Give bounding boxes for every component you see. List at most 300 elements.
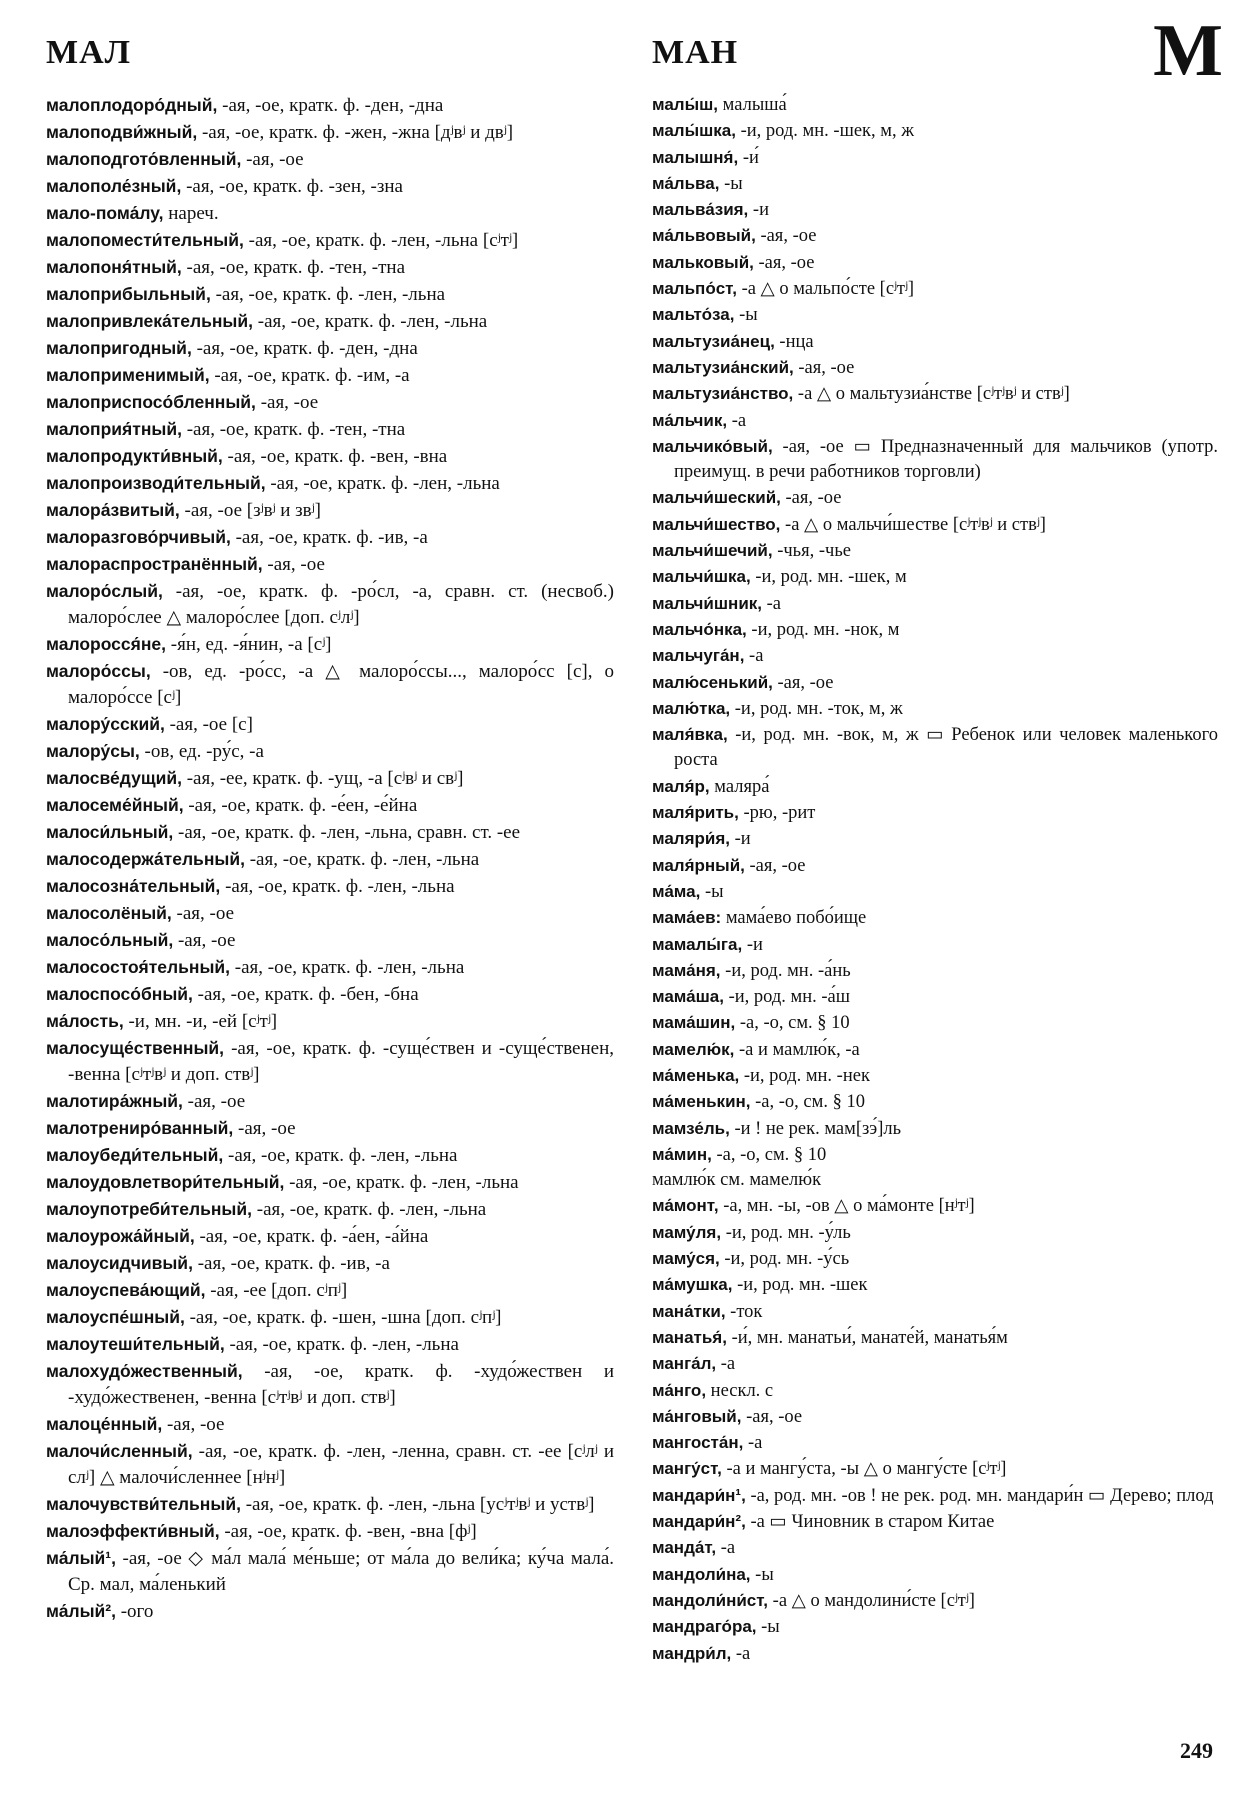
headword: малы́ш, xyxy=(652,95,719,114)
dictionary-entry xyxy=(652,1456,1218,1482)
dictionary-entry xyxy=(652,1063,1218,1089)
dictionary-entry xyxy=(46,362,614,389)
dictionary-entry xyxy=(652,1116,1218,1142)
entry-body: -ая, -ое ▭ Предназначенный для мальчиков (употр. преимущ. в речи работников торговли) xyxy=(674,436,1218,483)
dictionary-entry xyxy=(46,281,614,308)
headword: малоросся́не, xyxy=(46,634,167,654)
section-letter: М xyxy=(1153,10,1223,92)
headword: малочувстви́тельный, xyxy=(46,1494,241,1514)
headword: малоусидчивый, xyxy=(46,1253,193,1273)
dictionary-entry xyxy=(652,145,1218,171)
dictionary-entry xyxy=(46,389,614,416)
dictionary-entry xyxy=(652,355,1218,381)
entry-body: -ая, -ое, кратк. ф. -тен, -тна xyxy=(181,257,406,278)
dictionary-entry xyxy=(652,223,1218,249)
entry-body: -ы xyxy=(700,881,724,902)
page-number: 249 xyxy=(1180,1738,1213,1763)
headword: малосолёный, xyxy=(46,903,172,923)
entry-body: -и, мн. -и, -ей [сʲтʲ] xyxy=(123,1011,278,1032)
dictionary-entry xyxy=(652,197,1218,223)
dictionary-entry xyxy=(46,819,614,846)
headword: малоэффекти́вный, xyxy=(46,1521,220,1541)
headword: малору́сы, xyxy=(46,741,140,761)
dictionary-entry xyxy=(46,443,614,470)
entry-body: -ая, -ее, кратк. ф. -ущ, -а [сʲвʲ и свʲ] xyxy=(181,768,464,789)
headword: малосеме́йный, xyxy=(46,795,184,815)
headword: ма́мин, xyxy=(652,1144,712,1164)
entry-body: -а △ о мальтузиа́нстве [сʲтʲвʲ и ствʲ] xyxy=(793,384,1070,405)
headword: малохудо́жественный, xyxy=(46,1361,243,1381)
entry-body: -ая, -ое, кратк. ф. -лен, -льна xyxy=(244,849,480,870)
headword: ма́льва, xyxy=(652,173,720,193)
headword: малосозна́тельный, xyxy=(46,876,221,896)
dictionary-entry xyxy=(46,1411,614,1438)
dictionary-entry xyxy=(46,873,614,900)
headword: малоудовлетвори́тельный, xyxy=(46,1172,285,1192)
headword: ма́ма, xyxy=(652,881,701,901)
headword: мальчо́нка, xyxy=(652,619,747,639)
entry-body: -а, -о, см. § 10 xyxy=(750,1092,865,1113)
headword: мама́ша, xyxy=(652,987,724,1007)
dictionary-entry xyxy=(46,92,614,119)
entry-body: -ая, -ое, кратк. ф. -вен, -вна xyxy=(222,446,448,467)
headword: малоупотреби́тельный, xyxy=(46,1199,252,1219)
dictionary-entry xyxy=(652,538,1218,564)
headword: мало-пома́лу, xyxy=(46,203,164,223)
entry-body: -и, род. мн. -а́нь xyxy=(720,960,851,981)
entry-body: -и, род. мн. -нек xyxy=(739,1065,870,1086)
headword: малы́шка, xyxy=(652,121,736,141)
dictionary-entry xyxy=(46,1035,614,1088)
entry-body: нареч. xyxy=(163,203,219,224)
dictionary-entry xyxy=(652,1588,1218,1614)
headword: мальчуга́н, xyxy=(652,646,745,666)
dictionary-entry xyxy=(652,1168,1218,1193)
entry-body: -ая, -ее [доп. сʲпʲ] xyxy=(205,1280,348,1301)
headword: малоси́льный, xyxy=(46,822,174,842)
dictionary-entry xyxy=(652,591,1218,617)
headword: маляри́я, xyxy=(652,829,731,849)
entry-body: -ая, -ое xyxy=(233,1118,296,1139)
dictionary-entry xyxy=(652,1037,1218,1063)
right-column xyxy=(652,92,1218,1667)
headword: малопомести́тельный, xyxy=(46,230,244,250)
entry-body: -и, род. мн. -ток, м, ж xyxy=(730,698,903,719)
entry-body: -ая, -ое, кратк. ф. -худо́жествен и -худо́жественен, -венна [сʲтʲвʲ и доп. ствʲ] xyxy=(68,1361,614,1408)
dictionary-entry xyxy=(46,927,614,954)
entry-body: -а, род. мн. -ов ! не рек. род. мн. мандари́н ▭ Дерево; плод xyxy=(745,1485,1214,1506)
headword: ма́лый², xyxy=(46,1601,116,1621)
entry-body: -и, род. мн. -шек, м, ж xyxy=(735,121,915,142)
dictionary-entry xyxy=(46,981,614,1008)
headword: малоплодоро́дный, xyxy=(46,95,218,115)
headword: ма́монт, xyxy=(652,1196,719,1216)
entry-body: -ы xyxy=(756,1617,780,1638)
entry-body: -ая, -ое xyxy=(241,149,304,170)
dictionary-entry xyxy=(652,485,1218,511)
entry-body: -ая, -ое, кратк. ф. -ден, -дна xyxy=(191,338,418,359)
entry-body: -а и мангу́ста, -ы △ о мангу́сте [сʲтʲ] xyxy=(721,1459,1007,1480)
dictionary-entry xyxy=(652,408,1218,434)
dictionary-entry xyxy=(652,826,1218,852)
dictionary-entry xyxy=(46,1277,614,1304)
entry-body: -ая, -ое, кратк. ф. -ро́сл, -а, сравн. ст. (несвоб.) малоро́слее △ малоро́слее [доп. сʲлʲ] xyxy=(68,581,614,628)
dictionary-entry xyxy=(652,302,1218,328)
entry-body: -а, -о, см. § 10 xyxy=(711,1144,827,1165)
headword: малышня́, xyxy=(652,147,739,167)
entry-body: -ая, -ое, кратк. ф. -лен, -льна xyxy=(210,284,446,305)
headword: малополе́зный, xyxy=(46,176,182,196)
entry-body: -и, род. мн. -шек, м xyxy=(750,567,907,588)
headword: малопоня́тный, xyxy=(46,257,182,277)
entry-body: -ая, -ое xyxy=(753,252,815,273)
dictionary-entry xyxy=(652,1246,1218,1272)
entry-body: -ая, -ое xyxy=(182,1091,246,1112)
headword: мальтузиа́нец, xyxy=(652,331,775,351)
headword: мальчи́шеский, xyxy=(652,488,781,508)
dictionary-entry xyxy=(652,1325,1218,1351)
entry-body: -ого xyxy=(115,1601,154,1622)
headword: мальва́зия, xyxy=(652,200,749,220)
dictionary-entry xyxy=(652,329,1218,355)
headword: манда́т, xyxy=(652,1538,717,1558)
headword: мальтузиа́нство, xyxy=(652,384,794,404)
entry-body: -ток xyxy=(725,1301,763,1322)
entry-body: -а xyxy=(731,1643,751,1664)
entry-body: -а xyxy=(744,646,764,667)
headword: мальпо́ст, xyxy=(652,279,737,299)
entry-body: малыша́ xyxy=(718,95,787,115)
headword: маму́ся, xyxy=(652,1249,720,1269)
headword: мальчи́шество, xyxy=(652,514,781,534)
entry-body: мама́ево побо́ище xyxy=(721,908,867,929)
dictionary-entry xyxy=(46,631,614,658)
entry-body: -ая, -ое xyxy=(755,226,817,247)
headword: малору́сский, xyxy=(46,714,165,734)
headword: мамзе́ль, xyxy=(652,1118,730,1138)
entry-body: -ая, -ое, кратк. ф. -лен, -льна xyxy=(230,957,465,978)
headword: малоприспосо́бленный, xyxy=(46,392,256,412)
headword: мальчи́шка, xyxy=(652,567,751,587)
dictionary-entry xyxy=(46,1304,614,1331)
dictionary-entry xyxy=(46,1250,614,1277)
entry-body: -а xyxy=(762,593,782,614)
entry-body: -ая, -ое xyxy=(793,357,855,378)
entry-body: -ая, -ое xyxy=(741,1406,803,1427)
dictionary-entry xyxy=(652,722,1218,774)
entry-body: -ая, -ое, кратк. ф. -е́ен, -е́йна xyxy=(183,795,418,816)
dictionary-entry xyxy=(652,171,1218,197)
dictionary-entry xyxy=(652,1535,1218,1561)
dictionary-entry xyxy=(652,879,1218,905)
headword: мальто́за, xyxy=(652,305,735,325)
entry-body: -ая, -ое, кратк. ф. -суще́ствен и -суще́ственен, -венна [сʲтʲвʲ и доп. ствʲ] xyxy=(68,1038,614,1085)
dictionary-entry xyxy=(46,416,614,443)
headword: мальковый, xyxy=(652,252,754,272)
dictionary-entry xyxy=(46,1331,614,1358)
entry-body: -ая, -ое xyxy=(262,554,325,575)
dictionary-entry xyxy=(652,434,1218,486)
dictionary-entry xyxy=(652,1142,1218,1168)
headword: малосостоя́тельный, xyxy=(46,957,231,977)
dictionary-entry xyxy=(652,276,1218,302)
entry-body: -и, род. мн. -у́ль xyxy=(721,1222,851,1243)
entry-body: -и́ xyxy=(738,147,759,168)
entry-body: -а xyxy=(727,410,747,431)
dictionary-entry xyxy=(46,497,614,524)
dictionary-entry xyxy=(46,119,614,146)
entry-body: -ы xyxy=(719,173,743,194)
entry-body: -ая, -ое xyxy=(171,903,235,924)
headword: маму́ля, xyxy=(652,1222,722,1242)
entry-body: -ая, -ое, кратк. ф. -ден, -дна xyxy=(217,95,444,116)
headword: мангу́ст, xyxy=(652,1459,722,1479)
dictionary-entry xyxy=(652,1641,1218,1667)
headword: малоурожа́йный, xyxy=(46,1226,195,1246)
headword: малотрениро́ванный, xyxy=(46,1118,234,1138)
entry-body: -чья, -чье xyxy=(772,541,851,562)
entry-body: -ая, -ое xyxy=(744,855,806,876)
headword: маля́р, xyxy=(652,776,710,796)
dictionary-entry xyxy=(652,512,1218,538)
headword: малю́сенький, xyxy=(652,672,773,692)
dictionary-entry xyxy=(652,696,1218,722)
entry-body: -а ▭ Чиновник в старом Китае xyxy=(745,1512,995,1533)
dictionary-entry xyxy=(652,381,1218,407)
dictionary-entry xyxy=(652,1193,1218,1219)
running-head-left: МАЛ xyxy=(46,34,131,71)
dictionary-entry xyxy=(46,173,614,200)
entry-body: -ая, -ое, кратк. ф. -лен, -льна xyxy=(252,1199,487,1220)
dictionary-entry xyxy=(46,765,614,792)
headword: мальчи́шечий, xyxy=(652,541,773,561)
headword: малотира́жный, xyxy=(46,1091,183,1111)
dictionary-entry xyxy=(46,738,614,765)
dictionary-entry xyxy=(652,250,1218,276)
entry-body: -я́н, ед. -я́нин, -а [сʲ] xyxy=(166,634,332,655)
headword: мангоста́н, xyxy=(652,1433,744,1453)
dictionary-entry xyxy=(652,92,1218,118)
entry-body: -рю, -рит xyxy=(738,803,816,824)
entry-body: -ая, -ое xyxy=(173,930,236,951)
entry-body: -ая, -ое, кратк. ф. -лен, -льна xyxy=(253,311,488,332)
dictionary-entry xyxy=(652,1010,1218,1036)
entry-body: -ая, -ое, кратк. ф. -лен, -льна xyxy=(220,876,455,897)
dictionary-entry xyxy=(652,1614,1218,1640)
entry-body: -а, мн. -ы, -ов △ о ма́монте [нʲтʲ] xyxy=(718,1196,975,1217)
entry-body: -а △ о мандолини́сте [сʲтʲ] xyxy=(768,1590,975,1611)
entry-body: -и, род. мн. -у́сь xyxy=(719,1249,850,1270)
entry-body: -ая, -ое, кратк. ф. -лен, -льна xyxy=(284,1172,519,1193)
entry-body: -ая, -ое, кратк. ф. -лен, -льна [сʲтʲ] xyxy=(243,230,519,251)
entry-body: -ая, -ое [зʲвʲ и звʲ] xyxy=(179,500,321,521)
headword: малораспространённый, xyxy=(46,554,263,574)
headword: ма́нговый, xyxy=(652,1406,742,1426)
entry-body: -а △ о мальпо́сте [сʲтʲ] xyxy=(736,279,915,300)
headword: малоуспева́ющий, xyxy=(46,1280,206,1300)
headword: малоро́ссы, xyxy=(46,661,151,681)
headword: ма́льчик, xyxy=(652,410,728,430)
dictionary-entry xyxy=(46,1518,614,1545)
headword: мама́ня, xyxy=(652,960,721,980)
entry-body: -и́, мн. манатьи́, манате́й, манатья́м xyxy=(726,1327,1008,1348)
entry-body: -а xyxy=(716,1354,736,1375)
entry-body: -ая, -ое, кратк. ф. -а́ен, -а́йна xyxy=(194,1226,429,1247)
entry-body: -ая, -ое, кратк. ф. -им, -а xyxy=(209,365,410,386)
entry-body: мамлю́к см. мамелю́к xyxy=(652,1170,822,1191)
headword: малопригодный, xyxy=(46,338,192,358)
dictionary-entry xyxy=(46,846,614,873)
dictionary-entry xyxy=(46,254,614,281)
entry-body: -и xyxy=(748,200,769,221)
dictionary-entry xyxy=(46,1008,614,1035)
headword: ма́лый¹, xyxy=(46,1548,116,1568)
headword: малоубеди́тельный, xyxy=(46,1145,224,1165)
headword: малоприбыльный, xyxy=(46,284,211,304)
dictionary-entry xyxy=(46,792,614,819)
dictionary-entry xyxy=(46,1598,614,1625)
dictionary-entry xyxy=(46,524,614,551)
dictionary-entry xyxy=(46,1142,614,1169)
entry-body: -и, род. мн. -нок, м xyxy=(746,619,900,640)
headword: мана́тки, xyxy=(652,1301,726,1321)
dictionary-entry xyxy=(46,1545,614,1598)
entry-body: -а xyxy=(743,1433,763,1454)
entry-body: -и, род. мн. -вок, м, ж ▭ Ребенок или человек маленького роста xyxy=(674,725,1218,771)
entry-body: -ая, -ое xyxy=(780,488,842,509)
dictionary-entry xyxy=(46,900,614,927)
dictionary-entry xyxy=(652,1562,1218,1588)
headword: малочи́сленный, xyxy=(46,1441,193,1461)
headword: маля́рить, xyxy=(652,803,739,823)
dictionary-entry xyxy=(652,984,1218,1010)
headword: мальчи́шник, xyxy=(652,593,763,613)
dictionary-entry xyxy=(46,1169,614,1196)
headword: малоро́слый, xyxy=(46,581,163,601)
dictionary-entry xyxy=(652,617,1218,643)
headword: маля́рный, xyxy=(652,855,745,875)
dictionary-entry xyxy=(652,774,1218,800)
headword: мандари́н¹, xyxy=(652,1485,746,1505)
headword: мамалы́га, xyxy=(652,934,743,954)
dictionary-entry xyxy=(46,954,614,981)
headword: манатья́, xyxy=(652,1327,727,1347)
entry-body: -а, -о, см. § 10 xyxy=(735,1013,850,1034)
headword: малопроизводи́тельный, xyxy=(46,473,266,493)
dictionary-entry xyxy=(46,335,614,362)
dictionary-entry xyxy=(46,711,614,738)
entry-body: -ая, -ое xyxy=(162,1414,225,1435)
dictionary-entry xyxy=(652,643,1218,669)
dictionary-entry xyxy=(46,470,614,497)
entry-body: -ов, ед. -ру́с, -а xyxy=(139,741,264,762)
dictionary-entry xyxy=(46,200,614,227)
dictionary-entry xyxy=(46,1223,614,1250)
dictionary-entry xyxy=(652,1299,1218,1325)
entry-body: -ая, -ое, кратк. ф. -жен, -жна [дʲвʲ и двʲ] xyxy=(197,122,514,143)
dictionary-entry xyxy=(652,1272,1218,1298)
entry-body: -ая, -ое [с] xyxy=(164,714,253,735)
running-head-right: МАН xyxy=(652,34,739,71)
dictionary-entry xyxy=(46,578,614,631)
entry-body: -ая, -ое, кратк. ф. -ив, -а xyxy=(230,527,428,548)
entry-body: -ая, -ое, кратк. ф. -вен, -вна [фʲ] xyxy=(219,1521,477,1542)
headword: мандраго́ра, xyxy=(652,1617,757,1637)
entry-body: -ая, -ое xyxy=(255,392,319,413)
headword: мама́ев: xyxy=(652,908,722,928)
entry-body: -ая, -ое, кратк. ф. -лен, -льна xyxy=(223,1145,458,1166)
entry-body: -ая, -ое, кратк. ф. -ив, -а xyxy=(192,1253,390,1274)
entry-body: -ы xyxy=(734,305,758,326)
entry-body: -ая, -ое ◇ ма́л мала́ ме́ньше; от ма́ла до вели́ка; ку́ча мала́. Ср. мал, ма́ленький xyxy=(68,1548,614,1595)
headword: ма́нго, xyxy=(652,1380,707,1400)
headword: мандари́н², xyxy=(652,1512,746,1532)
dictionary-entry xyxy=(46,227,614,254)
headword: малоспосо́бный, xyxy=(46,984,193,1004)
headword: мальчико́вый, xyxy=(652,436,773,456)
dictionary-entry xyxy=(46,1358,614,1411)
dictionary-entry xyxy=(46,1088,614,1115)
entry-body: -нца xyxy=(774,331,814,352)
headword: малосо́льный, xyxy=(46,930,174,950)
entry-body: -ая, -ое, кратк. ф. -шен, -шна [доп. сʲпʲ] xyxy=(184,1307,502,1328)
dictionary-entry xyxy=(652,932,1218,958)
dictionary-entry xyxy=(46,308,614,335)
entry-body: -и, род. мн. -шек xyxy=(732,1275,868,1296)
headword: малоприменимый, xyxy=(46,365,210,385)
dictionary-entry xyxy=(652,118,1218,144)
headword: манга́л, xyxy=(652,1354,717,1374)
dictionary-entry xyxy=(652,1351,1218,1377)
entry-body: нескл. с xyxy=(706,1380,774,1401)
headword: маля́вка, xyxy=(652,725,728,745)
dictionary-entry xyxy=(652,1430,1218,1456)
headword: мандоли́на, xyxy=(652,1564,751,1584)
dictionary-entry xyxy=(652,1404,1218,1430)
entry-body: маляра́ xyxy=(709,776,770,797)
headword: малоутеши́тельный, xyxy=(46,1334,225,1354)
entry-body: -а и мамлю́к, -а xyxy=(734,1039,860,1060)
dictionary-entry xyxy=(652,1089,1218,1115)
headword: малора́звитый, xyxy=(46,500,180,520)
headword: мамелю́к, xyxy=(652,1039,735,1059)
dictionary-entry xyxy=(652,670,1218,696)
headword: малю́тка, xyxy=(652,698,731,718)
headword: мама́шин, xyxy=(652,1013,736,1033)
dictionary-entry xyxy=(652,853,1218,879)
dictionary-entry xyxy=(46,1438,614,1491)
entry-body: -ая, -ое, кратк. ф. -тен, -тна xyxy=(181,419,406,440)
left-column xyxy=(46,92,614,1625)
headword: ма́лость, xyxy=(46,1011,124,1031)
dictionary-entry xyxy=(46,551,614,578)
dictionary-entry xyxy=(652,800,1218,826)
entry-body: -и, род. мн. -а́ш xyxy=(723,987,851,1008)
dictionary-entry xyxy=(652,905,1218,931)
headword: малопривлека́тельный, xyxy=(46,311,253,331)
entry-body: -и xyxy=(742,934,763,955)
entry-body: -и ! не рек. мам[зэ́]ль xyxy=(729,1118,902,1139)
entry-body: -и xyxy=(730,829,751,850)
entry-body: -ая, -ое, кратк. ф. -лен, -льна, сравн. ст. -ее xyxy=(173,822,521,843)
headword: ма́менькин, xyxy=(652,1092,751,1112)
headword: мандоли́ни́ст, xyxy=(652,1590,769,1610)
headword: малоуспе́шный, xyxy=(46,1307,185,1327)
entry-body: -ая, -ое, кратк. ф. -зен, -зна xyxy=(181,176,403,197)
headword: мальтузиа́нский, xyxy=(652,357,794,377)
dictionary-entry xyxy=(46,658,614,711)
headword: малоце́нный, xyxy=(46,1414,163,1434)
